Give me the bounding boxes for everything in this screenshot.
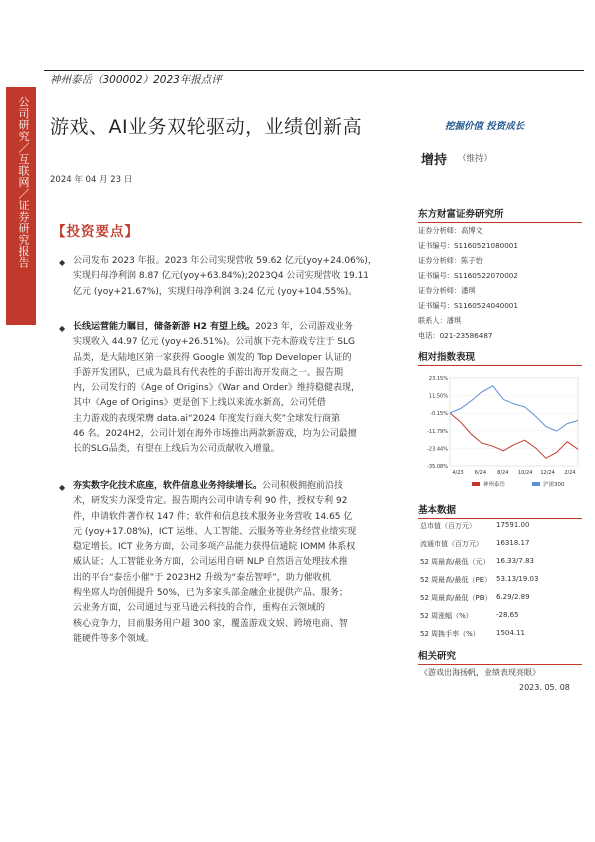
para-line: 实现归母净利润 8.87 亿元(yoy+63.84%);2023Q4 公司实现营收 19.11 (73, 271, 370, 282)
relative-index-chart-svg (418, 370, 582, 496)
related-research-title: 相关研究 (418, 648, 582, 665)
analyst-row: 证券分析师：潘琪 (418, 286, 476, 295)
para-line: 能硬件等多个领域。 (73, 633, 155, 644)
para-line: 核心竞争力，目前服务用户超 300 家，覆盖游戏文娱、跨境电商、智 (73, 618, 348, 629)
analyst-row: 证券分析师：高博文 (418, 226, 483, 235)
left-sidebar (0, 0, 36, 842)
basic-data-title: 基本数据 (418, 502, 582, 519)
para-line: 件，申请软件著作权 147 件；软件和信息技术服务业务营收 14.65 亿 (73, 511, 353, 522)
basic-value: 16318.17 (496, 539, 530, 547)
bullet-icon: ◆ (59, 258, 66, 267)
basic-key: 52 周换手率（%） (420, 630, 480, 638)
related-report-link[interactable]: 《游戏出海扬帆，业绩表现亮眼》 (420, 668, 540, 677)
basic-key: 52 周最高/最低（PE） (420, 576, 492, 584)
chart-block-title: 相对指数表现 (418, 349, 582, 366)
chart-series-line-stock (450, 413, 578, 458)
para-line: 亿元 (yoy+21.67%)，实现归母净利润 3.24 亿元 (yoy+104.55%)。 (73, 286, 358, 297)
analyst-row: 证券分析师：陈子怡 (418, 256, 483, 265)
bullet-paragraph-2 (73, 320, 385, 458)
chart-y-tick-label: 23.15% (428, 376, 448, 382)
chart-series-line-index (450, 386, 578, 431)
para-line: 手游开发团队，已成为最具有代表性的手游出海开发商之一。报告期 (73, 367, 344, 378)
chart-x-tick-label: 4/23 (452, 470, 464, 476)
basic-key: 52 周最高/最低（元） (420, 558, 490, 566)
bullet-icon: ◆ (59, 324, 66, 333)
chart-x-tick-label: 2/24 (564, 470, 576, 476)
company-slogan: 挖掘价值 投资成长 (445, 121, 525, 132)
analyst-row: 证书编号：S1160524040001 (418, 301, 518, 310)
basic-value: 1504.11 (496, 629, 525, 637)
para-line: 品类，是大陆地区第一家获得 Google 颁发的 Top Developer 认证的 (73, 352, 352, 363)
basic-value: 53.13/19.03 (496, 575, 539, 583)
chart-y-tick-label: -11.79% (427, 428, 448, 435)
analyst-row: 证书编号：S1160521080001 (418, 241, 518, 250)
basic-value: -28.65 (496, 611, 519, 619)
para-line: 公司发布 2023 年报。2023 年公司实现营收 59.62 亿元(yoy+24.06%)， (73, 256, 377, 266)
para-line: 稳定增长。ICT 业务方面，公司多项产品能力获得信通院 IOMM 体系权 (73, 542, 356, 553)
analyst-row: 联系人：潘琪 (418, 316, 462, 325)
chart-y-tick-label: 11.50% (428, 393, 448, 400)
para-bold-lead: 长线运营能力瞩目，储备新游 H2 有望上线。 (73, 322, 256, 332)
chart-y-tick-label: -35.08% (427, 464, 448, 470)
rating-sub: （维持） (458, 154, 493, 164)
para-line (73, 479, 385, 494)
para-line: 出的平台“泰岳小催”于 2023H2 升级为“泰岳智呼”，助力催收机 (73, 572, 331, 583)
bullet-icon: ◆ (59, 483, 66, 492)
para-line: 术，研发实力深受肯定。报告期内公司申请专利 90 件，授权专利 92 (73, 496, 348, 507)
chart-x-tick-label: 10/24 (517, 470, 533, 476)
rating-label: 增持 (421, 153, 448, 168)
basic-key: 52 周最高/最低（PB） (420, 594, 492, 602)
analyst-row: 电话：021-23586487 (418, 331, 493, 340)
para-line: 云业务方面，公司通过与亚马逊云科技的合作，重构在云领域的 (73, 603, 326, 614)
basic-value: 6.29/2.89 (496, 593, 530, 601)
section-heading-investment-points: 【投资要点】 (52, 224, 139, 240)
chart-x-tick-label: 8/24 (497, 470, 509, 476)
basic-value: 17591.00 (496, 521, 530, 529)
basic-key: 52 周涨幅（%） (420, 612, 473, 620)
para-line: 46 名。2024H2，公司计划在海外市场推出两款新游戏，均为公司最擅 (73, 429, 357, 440)
report-header-title: 神州泰岳（300002）2023年报点评 (50, 74, 222, 86)
para-line: 内，公司发行的《Age of Origins》《War and Order》维持稳健表现， (73, 383, 360, 394)
basic-value: 16.33/7.83 (496, 557, 534, 565)
relative-index-chart (418, 370, 582, 496)
report-main-title: 游戏、AI业务双轮驱动，业绩创新高 (50, 116, 363, 138)
para-line: 构坐席人均创佣提升 50%，已为多家头部金融企业提供产品、服务； (73, 588, 348, 599)
bullet-paragraph-1 (73, 254, 385, 300)
sidebar-category-text: 公司研究／互联网／证券研究报告 (17, 96, 30, 269)
chart-legend-swatch (472, 482, 480, 486)
para-line (73, 320, 385, 335)
research-institute-title: 东方财富证券研究所 (418, 206, 582, 223)
para-bold-lead: 夯实数字化技术底座，软件信息业务持续增长。 (73, 481, 263, 491)
bullet-paragraph-3 (73, 479, 385, 647)
para-line: 实现收入 44.97 亿元 (yoy+26.51%)。公司旗下壳木游戏专注于 SLG (73, 337, 355, 348)
para-line: 其中《Age of Origins》更是创下上线以来流水新高，公司凭借 (73, 398, 326, 409)
para-line: 主力游戏的表现荣膺 data.ai“2024 年度发行商大奖”全球发行商第 (73, 413, 341, 424)
chart-x-tick-label: 12/24 (540, 470, 555, 476)
para-line: 长的SLG品类，有望在上线后为公司贡献收入增量。 (73, 444, 280, 455)
para-line: 元 (yoy+17.08%)，ICT 运维、人工智能、云服务等业务经营业绩实现 (73, 526, 357, 537)
chart-y-tick-label: -23.44% (427, 446, 448, 453)
report-date: 2024 年 04 月 23 日 (50, 175, 133, 185)
chart-plot-frame (450, 378, 578, 466)
chart-x-tick-label: 6/24 (474, 470, 487, 476)
related-report-date: 2023. 05. 08 (519, 683, 570, 692)
chart-legend-swatch (532, 482, 540, 486)
basic-key: 流通市值（百万元） (420, 540, 483, 548)
para-line-rest: 公司积极拥抱前沿技 (262, 481, 344, 491)
chart-y-tick-label: -0.15% (430, 411, 448, 418)
chart-legend-label: 神州泰岳 (483, 482, 506, 488)
para-line-rest: 2023 年，公司游戏业务 (255, 322, 353, 332)
basic-key: 总市值（百万元） (420, 522, 476, 530)
analyst-row: 证书编号：S1160522070002 (418, 271, 518, 280)
chart-legend-label: 沪深300 (543, 482, 565, 488)
para-line: 威认证；人工智能业务方面，公司运用自研 NLP 自然语言处理技术推 (73, 557, 348, 568)
